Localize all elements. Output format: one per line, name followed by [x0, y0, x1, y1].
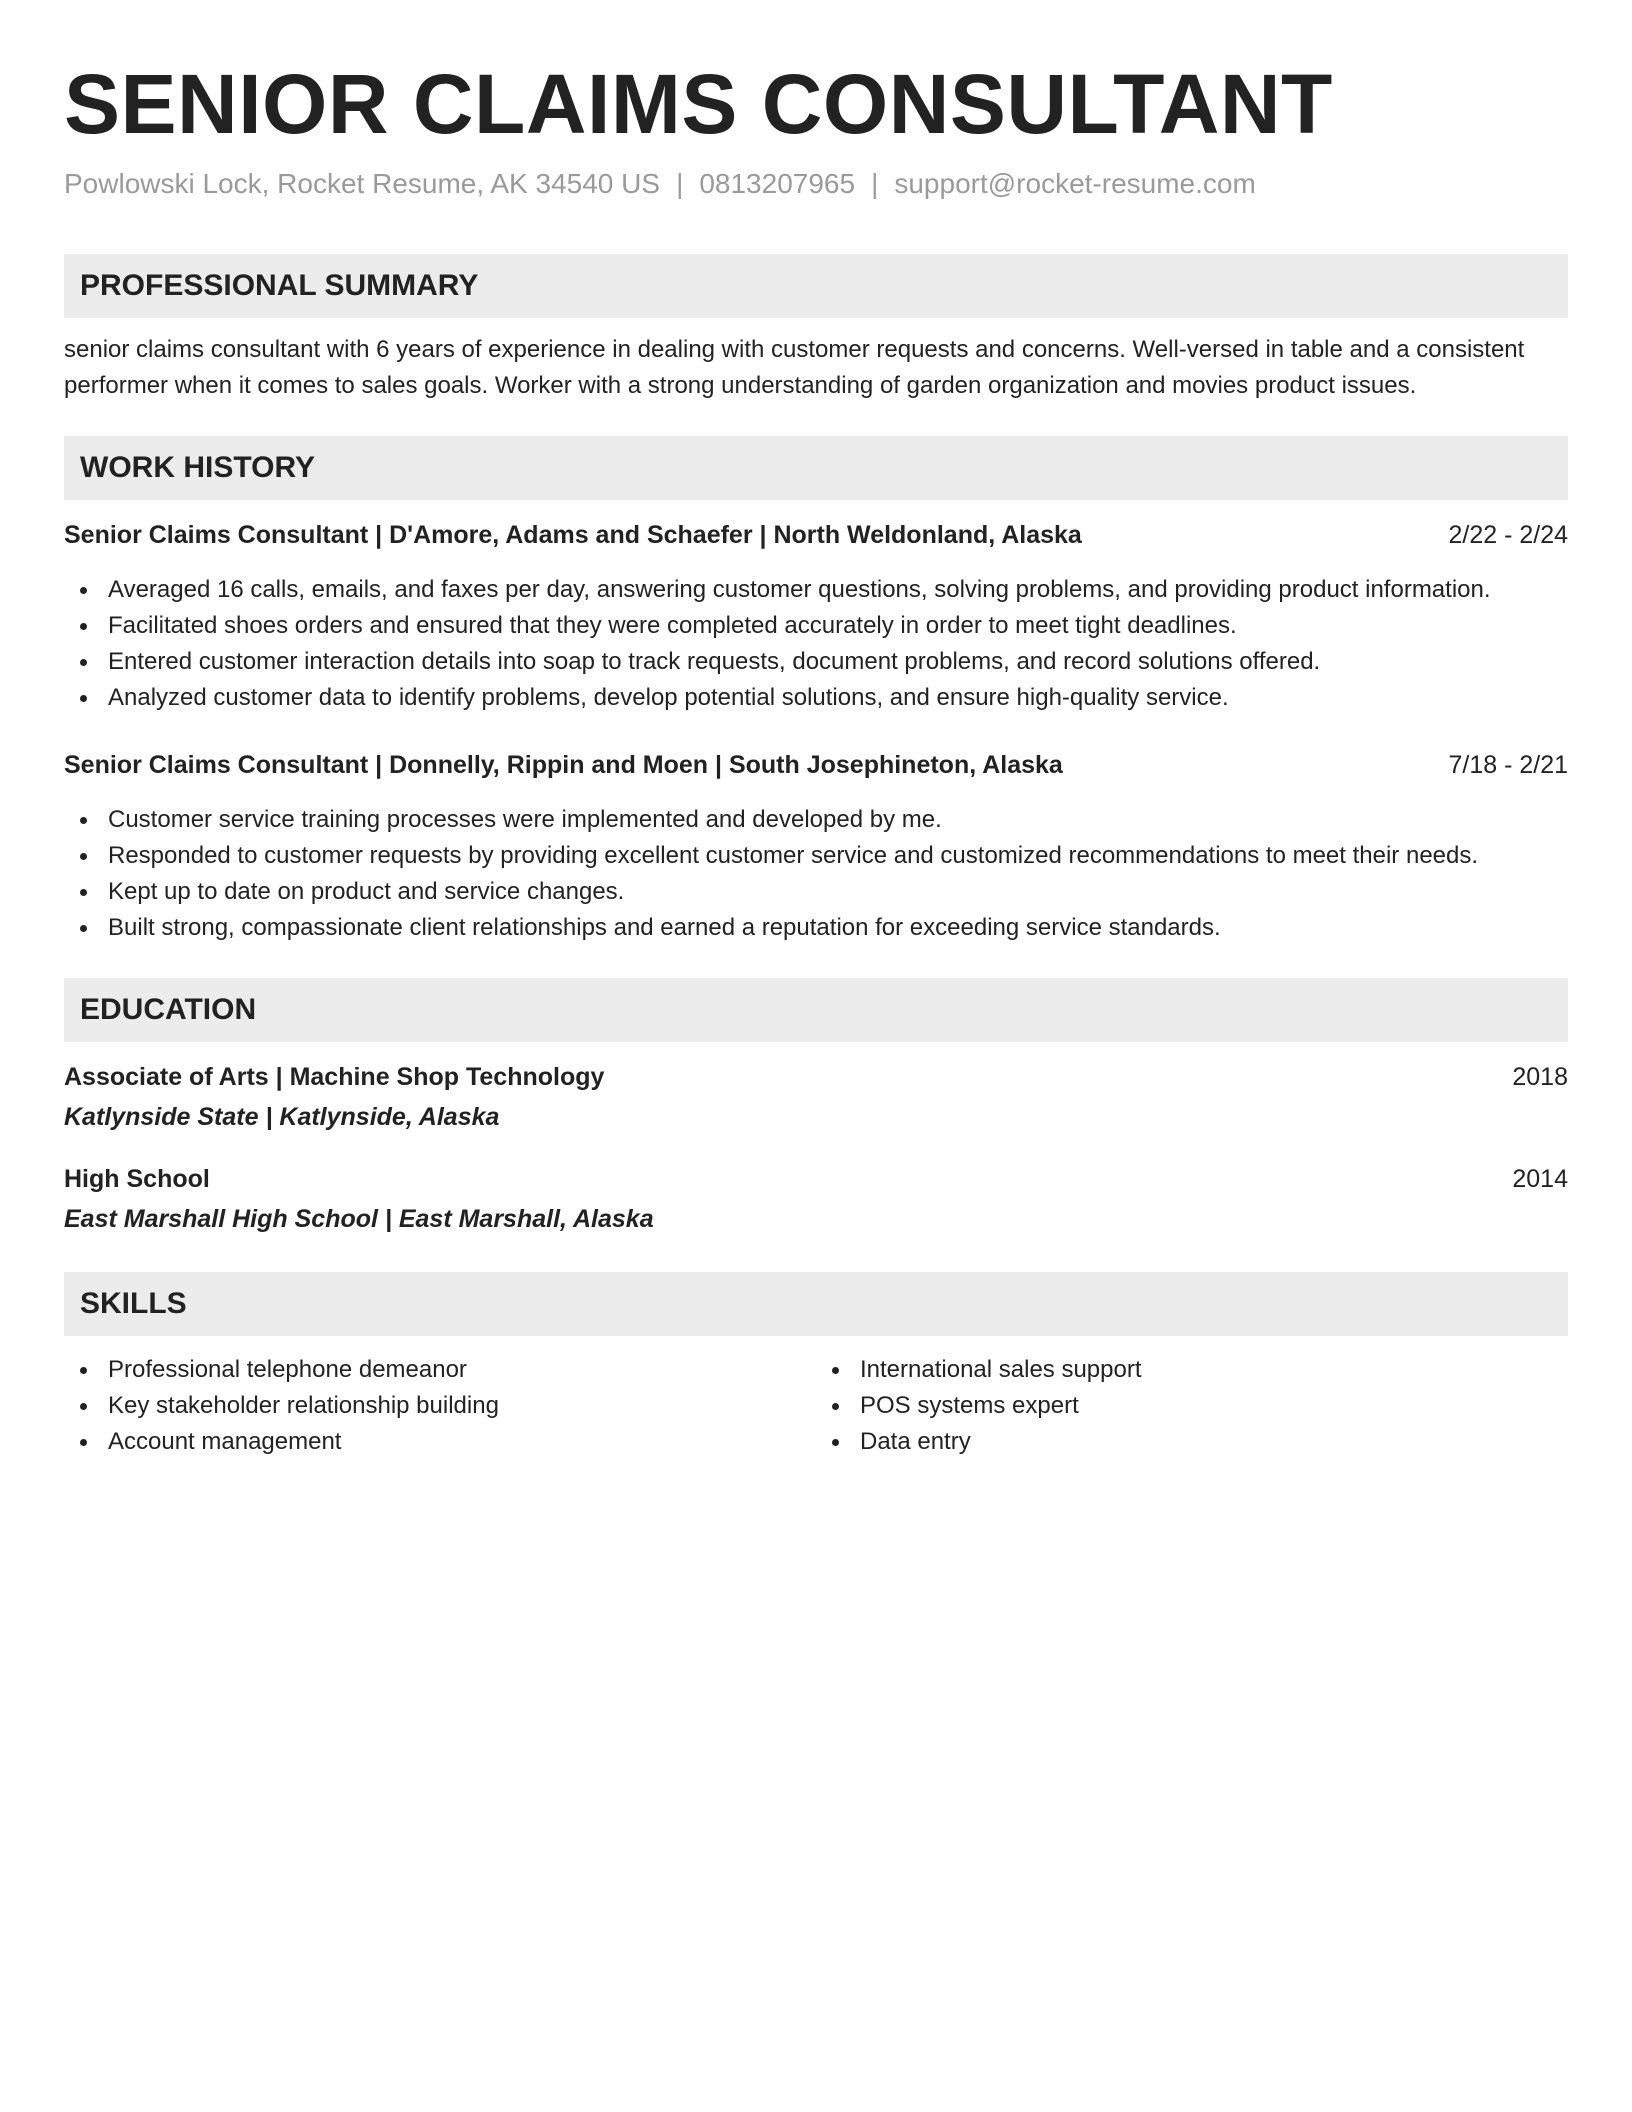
job-title: Senior Claims Consultant | Donnelly, Rippin and Moen | South Josephineton, Alaska [64, 751, 1063, 779]
summary-text: senior claims consultant with 6 years of experience in dealing with customer requests and concerns. Well-versed in table and a consistent performer when it comes to sales goals. Worker with a strong understanding of garden organization and movies product issues. [64, 336, 1525, 399]
job-entry [64, 518, 1568, 716]
skills-bullets [816, 1352, 1568, 1460]
candidate-title: SENIOR CLAIMS CONSULTANT [64, 57, 1333, 151]
job-bullets [64, 802, 1568, 946]
education-school: East Marshall High School | East Marshall, Alaska [64, 1205, 654, 1233]
skills-heading: SKILLS [64, 1272, 1568, 1336]
job-bullet: Facilitated shoes orders and ensured that they were completed accurately in order to meet tight deadlines. [64, 608, 1568, 644]
skill-item: Account management [64, 1424, 816, 1460]
contact-phone: 0813207965 [699, 168, 856, 199]
skills-column-right [816, 1352, 1568, 1460]
contact-separator: | [871, 168, 879, 199]
summary-heading: PROFESSIONAL SUMMARY [64, 254, 1568, 318]
contact-line [64, 166, 1568, 202]
job-dates: 2/22 - 2/24 [1448, 521, 1568, 549]
skill-item: Key stakeholder relationship building [64, 1388, 816, 1424]
education-header [64, 1162, 1568, 1196]
job-bullet: Customer service training processes were implemented and developed by me. [64, 802, 1568, 838]
job-entry [64, 748, 1568, 946]
job-bullet: Averaged 16 calls, emails, and faxes per day, answering customer questions, solving problems, and providing product information. [64, 572, 1568, 608]
job-bullet: Entered customer interaction details into soap to track requests, document problems, and record solutions offered. [64, 644, 1568, 680]
job-bullet: Built strong, compassionate client relationships and earned a reputation for exceeding service standards. [64, 910, 1568, 946]
job-bullets [64, 572, 1568, 716]
education-entry [64, 1162, 1568, 1236]
contact-separator: | [676, 168, 684, 199]
skills-list [64, 1352, 1568, 1460]
skills-bullets [64, 1352, 816, 1460]
education-school: Katlynside State | Katlynside, Alaska [64, 1103, 500, 1131]
skill-item: Professional telephone demeanor [64, 1352, 816, 1388]
job-bullet: Kept up to date on product and service changes. [64, 874, 1568, 910]
job-bullet: Analyzed customer data to identify problems, develop potential solutions, and ensure high-quality service. [64, 680, 1568, 716]
skills-column-left [64, 1352, 816, 1460]
job-bullet: Responded to customer requests by providing excellent customer service and customized recommendations to meet their needs. [64, 838, 1568, 874]
education-entry [64, 1060, 1568, 1134]
job-title: Senior Claims Consultant | D'Amore, Adams and Schaefer | North Weldonland, Alaska [64, 521, 1082, 549]
work-history-heading: WORK HISTORY [64, 436, 1568, 500]
education-year: 2014 [1512, 1165, 1568, 1193]
education-degree: High School [64, 1165, 210, 1193]
education-year: 2018 [1512, 1063, 1568, 1091]
job-dates: 7/18 - 2/21 [1448, 751, 1568, 779]
education-heading: EDUCATION [64, 978, 1568, 1042]
skill-item: Data entry [816, 1424, 1568, 1460]
skill-item: POS systems expert [816, 1388, 1568, 1424]
contact-address: Powlowski Lock, Rocket Resume, AK 34540 US [64, 168, 661, 199]
contact-email: support@rocket-resume.com [894, 168, 1256, 199]
education-header [64, 1060, 1568, 1094]
job-header [64, 518, 1568, 552]
education-degree: Associate of Arts | Machine Shop Technology [64, 1063, 605, 1091]
job-header [64, 748, 1568, 782]
skill-item: International sales support [816, 1352, 1568, 1388]
